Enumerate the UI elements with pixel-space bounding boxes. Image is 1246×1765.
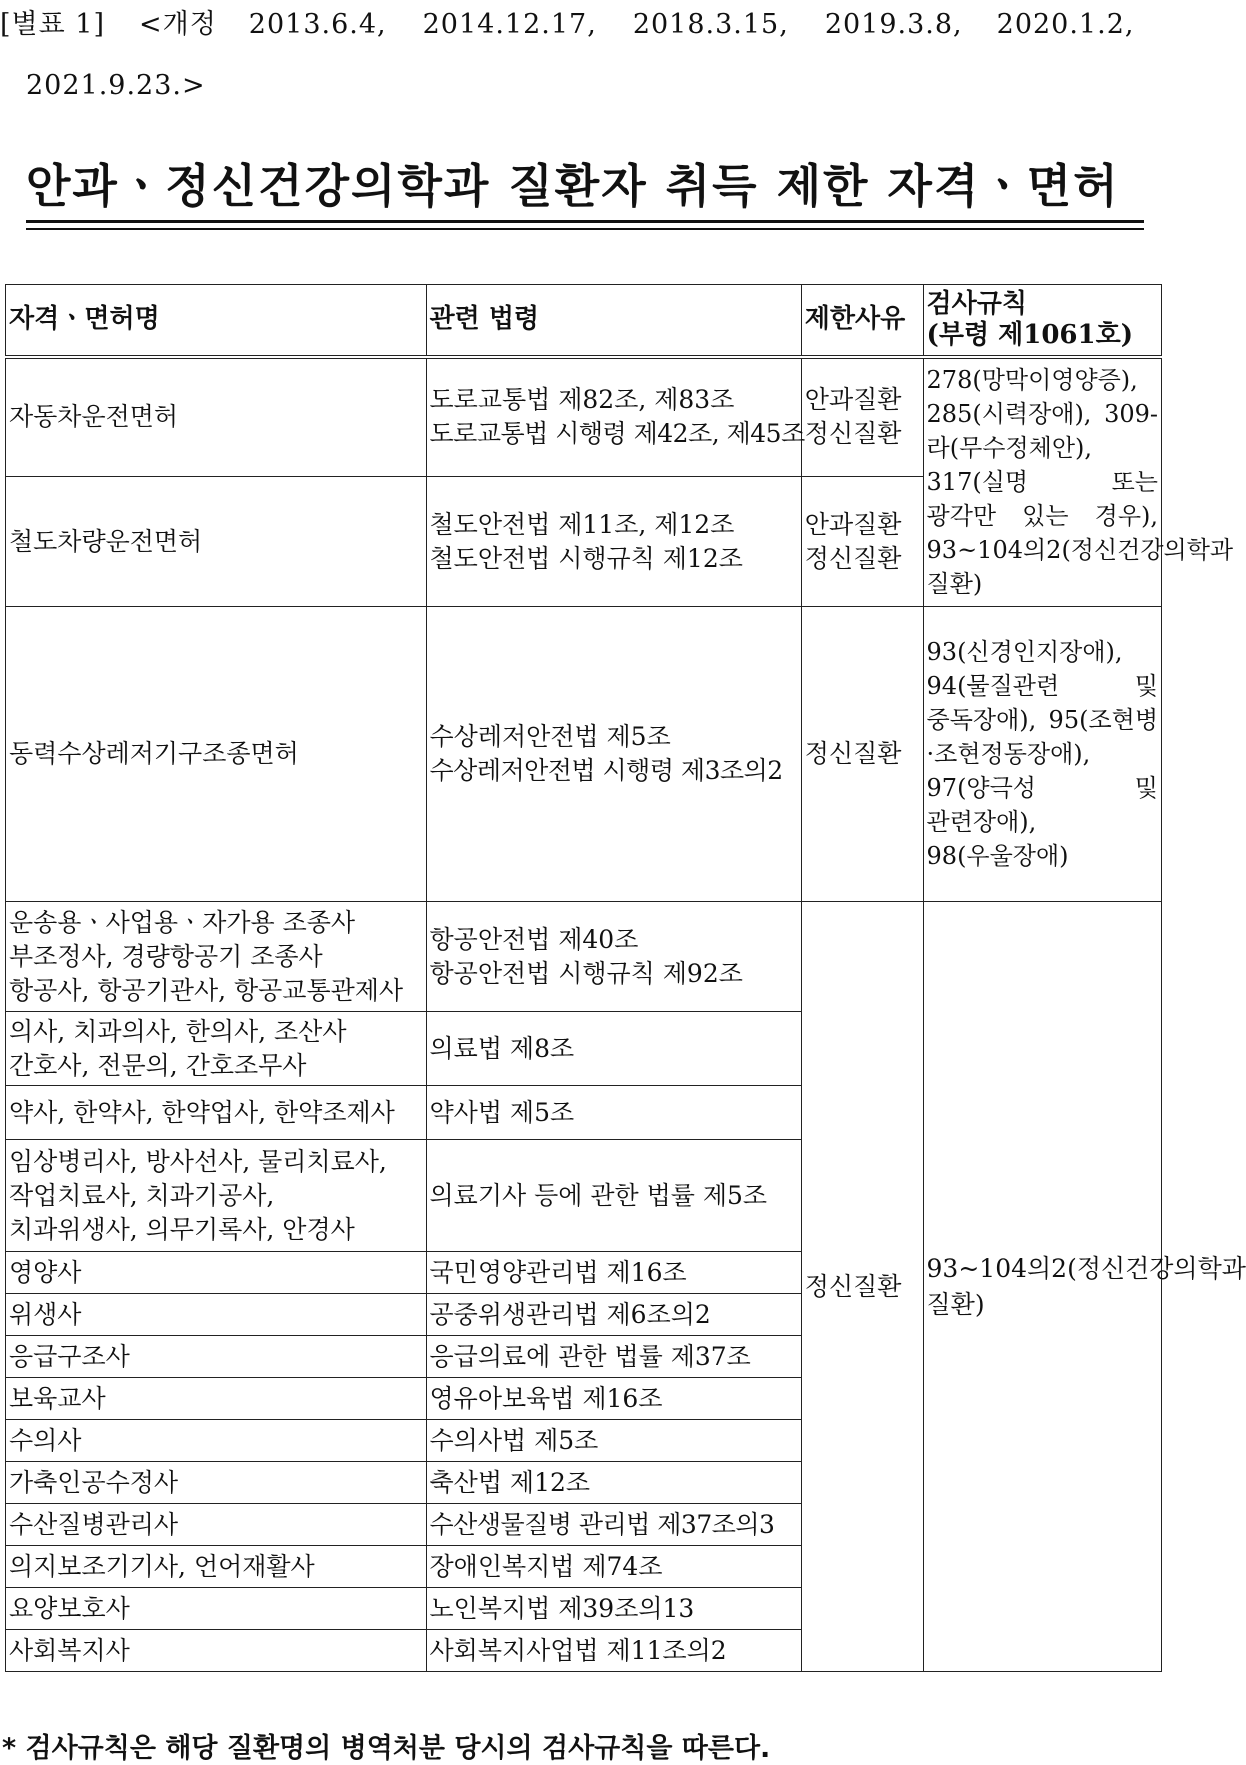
related-law (426, 357, 805, 477)
name-line: 간호사, 전문의, 간호조무사 (9, 1050, 307, 1080)
reason-line: 정신질환 (804, 543, 902, 573)
restriction-reason: 정신질환 (801, 607, 923, 902)
revision-line-2: 2021.9.23.> (26, 70, 206, 101)
header-rule-line2: (부령 제1061호) (926, 319, 1134, 350)
license-name (6, 902, 427, 1012)
related-law: 국민영양관리법 제16조 (426, 1252, 801, 1294)
revision-date: 2014.12.17, (422, 9, 597, 40)
law-line: 도로교통법 제82조, 제83조 (429, 385, 735, 415)
law-line: 수상레저안전법 시행령 제3조의2 (429, 756, 783, 785)
related-law: 노인복지법 제39조의13 (426, 1588, 801, 1630)
name-line: 치과위생사, 의무기록사, 안경사 (9, 1214, 355, 1244)
license-name: 자동차운전면허 (6, 357, 427, 477)
table-row (6, 902, 1162, 1012)
restriction-reason (801, 357, 923, 477)
annex-label: [별표 1] (0, 9, 105, 40)
reason-line: 안과질환 (804, 509, 902, 539)
revision-date: 2019.3.8, (824, 9, 963, 40)
revision-date: 2018.3.15, (632, 9, 789, 40)
license-name (6, 1012, 427, 1086)
related-law: 영유아보육법 제16조 (426, 1378, 801, 1420)
table-row (6, 607, 1162, 902)
related-law (426, 902, 801, 1012)
license-name (6, 1140, 427, 1252)
restriction-table (5, 284, 1246, 1672)
name-line: 임상병리사, 방사선사, 물리치료사, (9, 1146, 387, 1176)
inspection-rule: 93(신경인지장애), 94(물질관련 및 중독장애), 95(조현병·조현정동장애), 97(양극성 및 관련장애), 98(우울장애) (923, 607, 1161, 902)
related-law (426, 607, 801, 902)
revision-date: 2013.6.4, (248, 9, 387, 40)
license-name: 의지보조기기사, 언어재활사 (6, 1546, 427, 1588)
name-line: 운송용ㆍ사업용ㆍ자가용 조종사 (9, 907, 356, 937)
related-law: 의료기사 등에 관한 법률 제5조 (426, 1140, 801, 1252)
related-law: 약사법 제5조 (426, 1086, 801, 1140)
related-law: 축산법 제12조 (426, 1462, 801, 1504)
law-line: 철도안전법 시행규칙 제12조 (429, 543, 743, 573)
header-name: 자격ㆍ면허명 (6, 285, 427, 357)
name-line: 항공사, 항공기관사, 항공교통관제사 (9, 975, 404, 1005)
title-underline (26, 228, 1144, 230)
revision-date: <개정 (139, 9, 217, 40)
revision-line-1 (0, 2, 1134, 41)
related-law: 의료법 제8조 (426, 1012, 801, 1086)
revision-date: 2020.1.2, (996, 9, 1135, 40)
related-law: 수의사법 제5조 (426, 1420, 801, 1462)
name-line: 작업치료사, 치과기공사, (9, 1180, 275, 1210)
footnote: * 검사규칙은 해당 질환명의 병역처분 당시의 검사규칙을 따른다. (2, 1733, 771, 1764)
license-name: 동력수상레저기구조종면허 (6, 607, 427, 902)
related-law: 수산생물질병 관리법 제37조의3 (426, 1504, 801, 1546)
license-name (6, 1086, 427, 1140)
reason-line: 안과질환 (804, 385, 902, 415)
related-law: 장애인복지법 제74조 (426, 1546, 801, 1588)
inspection-rule: 278(망막이영양증), 285(시력장애), 309-라(무수정체안), 317(실명 또는 광각만 있는 경우), 93~104의2(정신건강의학과 질환) (923, 357, 1161, 607)
license-name: 보육교사 (6, 1378, 427, 1420)
header-rule-line1: 검사규칙 (926, 288, 1027, 319)
license-name: 위생사 (6, 1294, 427, 1336)
page-title: 안과ㆍ정신건강의학과 질환자 취득 제한 자격ㆍ면허 (26, 159, 1120, 213)
license-name: 수산질병관리사 (6, 1504, 427, 1546)
license-name: 영양사 (6, 1252, 427, 1294)
header-law: 관련 법령 (426, 285, 801, 357)
name-line: 부조정사, 경량항공기 조종사 (9, 941, 323, 971)
law-line: 항공안전법 시행규칙 제92조 (429, 958, 743, 988)
law-line: 도로교통법 시행령 제42조, 제45조 (429, 419, 805, 449)
header-rule (923, 285, 1161, 357)
inspection-rule: 93~104의2(정신건강의학과 질환) (923, 902, 1161, 1672)
reason-line: 정신질환 (804, 419, 902, 449)
name-line: 약사, 한약사, 한약업사, 한약조제사 (9, 1097, 395, 1127)
related-law: 응급의료에 관한 법률 제37조 (426, 1336, 801, 1378)
license-name: 요양보호사 (6, 1588, 427, 1630)
law-line: 철도안전법 제11조, 제12조 (429, 509, 735, 539)
header-reason: 제한사유 (801, 285, 923, 357)
license-name: 철도차량운전면허 (6, 477, 427, 607)
restriction-reason (801, 477, 923, 607)
related-law: 공중위생관리법 제6조의2 (426, 1294, 801, 1336)
table-row (6, 357, 1162, 477)
name-line: 의사, 치과의사, 한의사, 조산사 (9, 1016, 347, 1046)
title-underline (26, 220, 1144, 223)
license-name: 가축인공수정사 (6, 1462, 427, 1504)
restriction-reason: 정신질환 (801, 902, 923, 1672)
license-name: 응급구조사 (6, 1336, 427, 1378)
license-name: 사회복지사 (6, 1630, 427, 1672)
license-name: 수의사 (6, 1420, 427, 1462)
law-line: 항공안전법 제40조 (429, 924, 639, 954)
related-law: 사회복지사업법 제11조의2 (426, 1630, 801, 1672)
law-line: 수상레저안전법 제5조 (429, 722, 671, 751)
related-law (426, 477, 801, 607)
table-header-row (6, 285, 1162, 357)
